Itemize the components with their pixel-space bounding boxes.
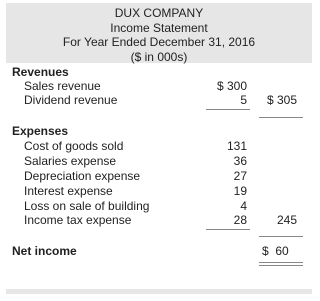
dividend-revenue-amount: 5 — [240, 93, 247, 107]
expense-amount-cogs: 131 — [226, 139, 247, 153]
revenue-total-underline — [259, 117, 303, 118]
footer-band — [6, 289, 312, 294]
expense-label-interest: Interest expense — [24, 184, 113, 198]
expense-total-underline — [259, 236, 303, 237]
net-income-double-underline-bottom — [259, 265, 303, 266]
revenue-underline — [206, 109, 250, 110]
expense-amount-interest: 19 — [233, 184, 247, 198]
net-income-value: $ 60 — [262, 244, 289, 258]
expense-amount-salaries: 36 — [233, 154, 247, 168]
net-income-label: Net income — [12, 244, 77, 258]
expenses-heading: Expenses — [12, 124, 69, 138]
statement-units: ($ in 000s) — [130, 49, 188, 64]
statement-period: For Year Ended December 31, 2016 — [62, 35, 256, 49]
net-income-double-underline-top — [259, 262, 303, 263]
revenues-heading: Revenues — [12, 65, 69, 79]
expense-amount-income-tax: 28 — [233, 213, 247, 227]
expense-label-cogs: Cost of goods sold — [24, 139, 124, 153]
expense-amount-depreciation: 27 — [233, 169, 247, 183]
expense-label-income-tax: Income tax expense — [24, 213, 132, 227]
statement-title: Income Statement — [110, 20, 208, 35]
statement-header — [6, 3, 312, 63]
sales-revenue-label: Sales revenue — [24, 79, 101, 93]
expense-label-depreciation: Depreciation expense — [24, 169, 141, 183]
total-expenses: 245 — [276, 213, 297, 227]
company-name: DUX COMPANY — [114, 6, 204, 20]
expense-label-salaries: Salaries expense — [24, 154, 117, 168]
total-revenues: $ 305 — [266, 93, 297, 107]
expense-label-loss-building: Loss on sale of building — [24, 199, 150, 213]
expense-amount-loss-building: 4 — [240, 199, 247, 213]
expense-underline — [206, 229, 250, 230]
sales-revenue-amount: $ 300 — [216, 79, 247, 93]
dividend-revenue-label: Dividend revenue — [24, 93, 118, 107]
